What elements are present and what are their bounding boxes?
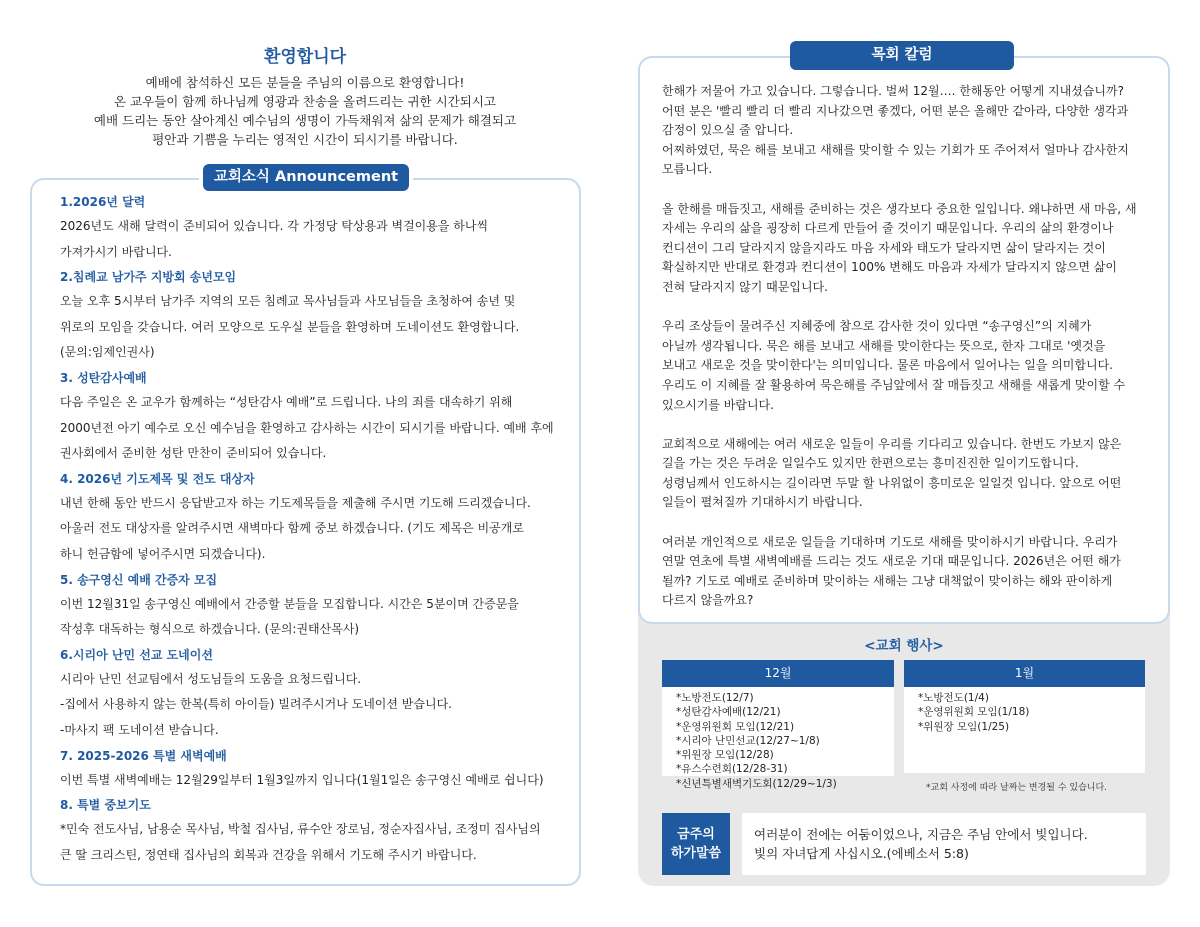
column-line: 여러분 개인적으로 새로운 일들을 기대하며 기도로 새해를 맞이하시기 바랍니다. 우리가	[662, 534, 1118, 549]
column-line: 자세는 우리의 삶을 굉장히 다르게 만들어 줄 것이기 때문입니다. 우리의 삶의 환경이나	[662, 221, 1114, 236]
month-header: 12월	[662, 660, 894, 687]
announcement-line: 오늘 오후 5시부터 남가주 지역의 모든 침례교 목사님들과 사모님들을 초청하여 송년 및	[60, 294, 516, 309]
announcement-item	[60, 467, 565, 568]
events-month-december	[662, 660, 894, 790]
column-line: 다르지 않을까요?	[662, 593, 754, 608]
weekly-verse-badge-line: 하가말씀	[670, 846, 722, 861]
announcement-line: 큰 딸 크리스틴, 정연태 집사님의 회복과 건강을 위해서 기도해 주시기 바랍니다.	[60, 847, 477, 862]
event-item: *노방전도(1/4)	[918, 692, 989, 704]
column-line: 모릅니다.	[662, 162, 713, 177]
announcement-item	[60, 265, 565, 366]
pastor-column-text	[662, 82, 1156, 611]
announcement-line: 2026년도 새해 달력이 준비되어 있습니다. 각 가정당 탁상용과 벽걸이용을 하나씩	[60, 219, 489, 233]
event-item: *위원장 모임(12/28)	[676, 749, 774, 762]
column-line: 교회적으로 새해에는 여러 새로운 일들이 우리를 기다리고 있습니다. 한번도 가보지 않은	[662, 436, 1122, 451]
column-line: 보내고 새로운 것을 맞이한다'는 의미입니다. 물론 마음에서 일어나는 일을 의미합니다.	[662, 358, 1113, 373]
column-line: 전혀 달라지지 않기 때문입니다.	[662, 279, 828, 294]
event-item: *운영위원회 모임(1/18)	[918, 706, 1030, 719]
announcement-line: 내년 한해 동안 반드시 응답받고자 하는 기도제목들을 제출해 주시면 기도해 드리겠습니다.	[60, 495, 531, 510]
announcements-list	[60, 190, 565, 868]
welcome-section	[30, 42, 580, 149]
announcement-heading: 4. 2026년 기도제목 및 전도 대상자	[60, 471, 255, 486]
events-note: *교회 사정에 따라 날짜는 변경될 수 있습니다.	[926, 783, 1108, 793]
weekly-verse-box	[742, 813, 1146, 875]
welcome-title: 환영합니다	[263, 47, 347, 67]
column-line: 확실하지만 반대로 환경과 컨디션이 100% 변해도 마음과 자세가 달라지지 않으면 삶이	[662, 260, 1117, 275]
event-item: *성탄감사예배(12/21)	[676, 706, 781, 719]
column-line: 우리 조상들이 물려주신 지혜중에 참으로 감사한 것이 있다면 “송구영신”의 지혜가	[662, 319, 1092, 334]
column-line	[662, 180, 1156, 200]
column-line: 있으시기를 바랍니다.	[662, 397, 774, 412]
announcement-line: *민숙 전도사님, 남용순 목사님, 박철 집사님, 류수안 장로님, 정순자집사님, 조정미 집사님의	[60, 822, 541, 837]
announcement-heading: 8. 특별 중보기도	[60, 798, 151, 813]
announcement-item	[60, 366, 565, 467]
column-line: 될까? 기도로 예배로 준비하며 맞이하는 새해는 그냥 대책없이 맞이하는 해와 판이하게	[662, 573, 1113, 588]
announcement-item	[60, 744, 565, 794]
announcement-line: 아울러 전도 대상자를 알려주시면 새벽마다 함께 중보 하겠습니다. (기도 제목은 비공개로	[60, 521, 524, 536]
pastor-column-title: 목회 칼럼	[790, 41, 1014, 70]
event-item: *시리아 난민선교(12/27~1/8)	[676, 734, 820, 747]
announcement-line: -마사지 팩 도네이션 받습니다.	[60, 722, 219, 737]
column-line: 연말 연초에 특별 새벽예배를 드리는 것도 새로운 기대 때문입니다. 2026년은 어떤 해가	[662, 554, 1121, 569]
announcement-heading: 1.2026년 달력	[60, 195, 146, 209]
announcement-line: 이번 12월31일 송구영신 예배에서 간증할 분들을 모집합니다. 시간은 5분이며 간증문을	[60, 596, 519, 611]
announcement-item	[60, 190, 565, 265]
announcement-item	[60, 793, 565, 868]
announcements-title: 교회소식 Announcement	[203, 164, 409, 191]
column-line: 어떤 분은 '빨리 빨리 더 빨리 지나갔으면 좋겠다, 어떤 분은 올해만 같아라, 다양한 생각과	[662, 103, 1129, 118]
announcement-line: -집에서 사용하지 않는 한복(특히 아이들) 빌려주시거나 도네이션 받습니다.	[60, 697, 452, 712]
welcome-line: 예배 드리는 동안 살아계신 예수님의 생명이 가득채워져 삶의 문제가 해결되고	[93, 113, 517, 128]
weekly-verse-badge	[662, 813, 730, 875]
column-line: 감정이 있으실 줄 압니다.	[662, 123, 794, 138]
announcement-line: 작성후 대독하는 형식으로 하겠습니다. (문의:권태산목사)	[60, 622, 360, 637]
announcement-line: 가져가시기 바랍니다.	[60, 244, 172, 259]
column-line	[662, 415, 1156, 435]
announcement-line: 이번 특별 새벽예배는 12월29일부터 1월3일까지 입니다(1월1일은 송구영신 예배로 쉽니다)	[60, 772, 544, 787]
event-item: *운영위원회 모임(12/21)	[676, 720, 795, 733]
announcement-heading: 3. 성탄감사예배	[60, 370, 147, 385]
announcement-line: 2000년전 아기 예수로 오신 예수님을 환영하고 감사하는 시간이 되시기를 바랍니다. 예배 후에	[60, 420, 554, 435]
column-line: 어찌하였던, 묵은 해를 보내고 새해를 맞이할 수 있는 기회가 또 주어져서 얼마나 감사한지	[662, 142, 1129, 157]
event-item: *위원장 모임(1/25)	[918, 720, 1010, 733]
welcome-line: 평안과 기쁨을 누리는 영적인 시간이 되시기를 바랍니다.	[152, 132, 458, 147]
announcement-line: 하니 헌금함에 넣어주시면 되겠습니다).	[60, 546, 266, 561]
event-item: *신년특별새벽기도회(12/29~1/3)	[676, 777, 837, 790]
events-month-january	[904, 660, 1145, 773]
welcome-line: 온 교우들이 함께 하나님께 영광과 찬송을 올려드리는 귀한 시간되시고	[114, 94, 496, 109]
column-line: 한해가 저물어 가고 있습니다. 그렇습니다. 벌써 12월…. 한해동안 어떻게 지내셨습니까?	[662, 84, 1124, 98]
announcement-line: 위로의 모임을 갖습니다. 여러 모양으로 도우실 분들을 환영하며 도네이션도 환영합니다.	[60, 319, 520, 334]
announcement-line: (문의:임제인권사)	[60, 345, 155, 360]
weekly-verse-badge-line: 금주의	[677, 827, 715, 842]
column-line: 아닐까 생각됩니다. 묵은 해를 보내고 새해를 맞이한다는 뜻으로, 한자 그대로 '옛것을	[662, 338, 1106, 353]
verse-line: 여러분이 전에는 어둠이었으나, 지금은 주님 안에서 빛입니다.	[754, 827, 1088, 842]
announcement-heading: 2.침례교 남가주 지방회 송년모임	[60, 270, 237, 285]
column-line	[662, 298, 1156, 318]
column-line	[662, 513, 1156, 533]
announcement-heading: 6.시리아 난민 선교 도네이션	[60, 647, 213, 662]
announcement-item	[60, 568, 565, 643]
month-header: 1월	[904, 660, 1145, 687]
column-line: 컨디션이 그리 달라지지 않을지라도 마음 자세와 태도가 달라지면 삶이 달라지는 것이	[662, 240, 1106, 255]
announcement-line: 권사회에서 준비한 성탄 만찬이 준비되어 있습니다.	[60, 446, 327, 461]
event-item: *노방전도(12/7)	[676, 692, 754, 704]
announcement-heading: 5. 송구영신 예배 간증자 모집	[60, 572, 218, 587]
events-title: <교회 행사>	[864, 638, 944, 654]
welcome-line: 예배에 참석하신 모든 분들을 주님의 이름으로 환영합니다!	[145, 75, 465, 90]
event-item: *유스수련회(12/28-31)	[676, 763, 788, 776]
column-line: 성령님께서 인도하시는 길이라면 두말 할 나위없이 흥미로운 일일것 입니다. 앞으로 어떤	[662, 475, 1122, 490]
column-line: 일들이 펼쳐질까 기대하시기 바랍니다.	[662, 495, 863, 510]
announcement-line: 시리아 난민 선교팀에서 성도님들의 도움을 요청드립니다.	[60, 671, 362, 686]
column-line: 길을 가는 것은 두려운 일일수도 있지만 한편으로는 흥미진진한 일이기도합니다.	[662, 456, 1079, 471]
column-line: 올 한해를 매듭짓고, 새해를 준비하는 것은 생각보다 중요한 일입니다. 왜냐하면 새 마음, 새	[662, 201, 1137, 216]
event-list	[662, 687, 894, 791]
announcement-line: 다음 주일은 온 교우가 함께하는 “성탄감사 예배”로 드립니다. 나의 죄를 대속하기 위해	[60, 394, 513, 409]
announcement-heading: 7. 2025-2026 특별 새벽예배	[60, 748, 227, 763]
event-list	[904, 687, 1145, 734]
column-line: 우리도 이 지혜를 잘 활용하여 묵은해를 주님앞에서 잘 매듭짓고 새해를 새롭게 맞이할 수	[662, 377, 1126, 392]
announcement-item	[60, 643, 565, 744]
verse-line: 빛의 자녀답게 사십시오.(에베소서 5:8)	[754, 846, 969, 861]
